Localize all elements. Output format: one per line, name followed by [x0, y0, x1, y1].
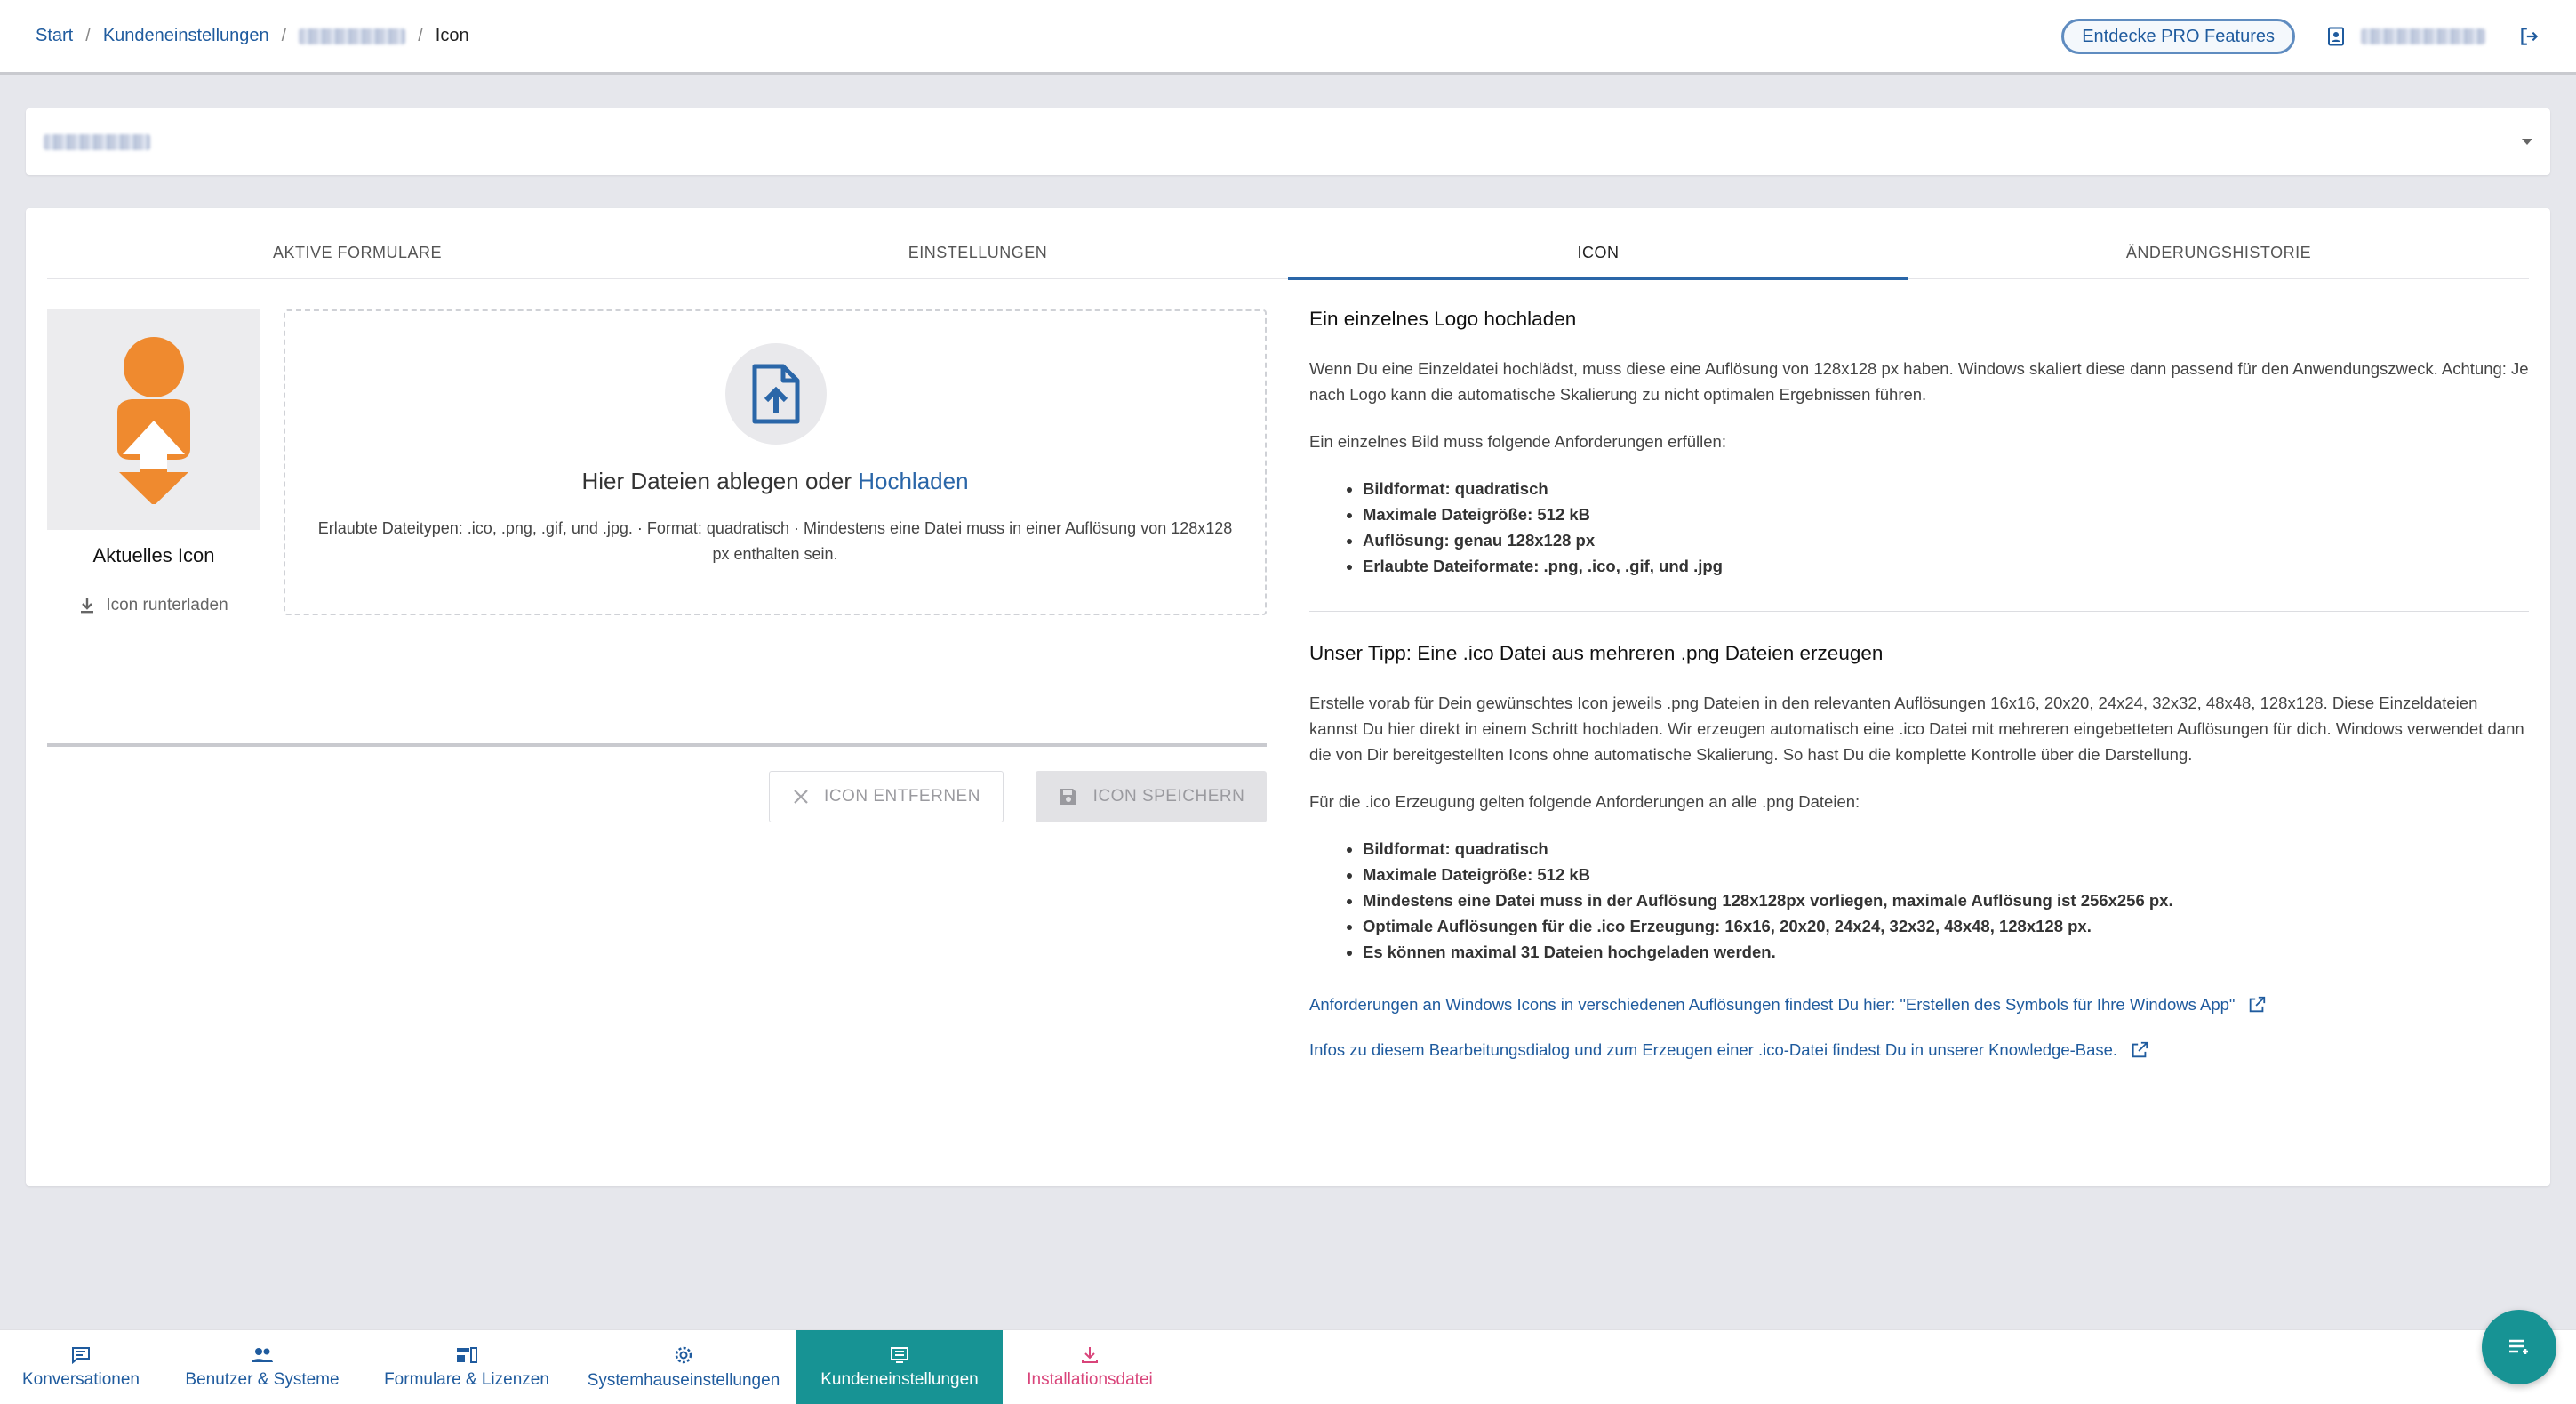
breadcrumb-separator: /: [418, 26, 423, 45]
remove-icon-button[interactable]: [769, 771, 1004, 822]
bottom-navigation: [0, 1329, 2576, 1404]
breadcrumb-customer-redacted[interactable]: [299, 28, 405, 44]
dropzone-title: [285, 468, 1265, 495]
customer-select[interactable]: [26, 108, 2550, 175]
list-item: • Bildformat: quadratisch: [1363, 476, 2529, 501]
customer-select-value-redacted: [44, 134, 150, 150]
breadcrumb-separator: /: [85, 26, 91, 45]
single-logo-text: Wenn Du eine Einzeldatei hochlädst, muss diese eine Auflösung von 128x128 px haben. Windows skaliert diese dann passend für den Anwendungszweck. Achtung: Je nach Logo kann die automatische Skalierung zu nicht optimalen Ergebnissen führen.: [1309, 359, 2529, 404]
forms-icon: [455, 1345, 478, 1365]
ico-requirements-intro: Für die .ico Erzeugung gelten folgende Anforderungen an alle .png Dateien:: [1309, 792, 1860, 811]
current-icon-preview: [47, 309, 260, 530]
nav-label: Benutzer & Systeme: [185, 1370, 340, 1389]
nav-label: Formulare & Lizenzen: [384, 1370, 549, 1389]
tab-settings[interactable]: EINSTELLUNGEN: [908, 244, 1048, 261]
nav-label: Konversationen: [21, 1370, 140, 1389]
nav-installation-file[interactable]: [1003, 1330, 1177, 1404]
user-name-redacted[interactable]: [2361, 28, 2485, 44]
list-item: • Erlaubte Dateiformate: .png, .ico, .gif, und .jpg: [1363, 553, 2529, 579]
dropzone-hint: Erlaubte Dateitypen: .ico, .png, .gif, und .jpg. · Format: quadratisch · Mindestens eine Datei muss in einer Auflösung von 128x128 px enthalten sein.: [317, 519, 1233, 563]
list-item: • Bildformat: quadratisch: [1363, 836, 2529, 862]
download-icon: [79, 597, 95, 614]
nav-label: Installationsdatei: [1027, 1370, 1153, 1389]
chat-icon: [70, 1345, 92, 1365]
dropzone-text: Hier Dateien ablegen oder: [581, 468, 852, 494]
nav-label: Systemhauseinstellungen: [587, 1371, 780, 1390]
nav-forms-licenses[interactable]: [363, 1330, 571, 1404]
nav-customer-settings[interactable]: [796, 1330, 1003, 1404]
user-profile-icon[interactable]: [2325, 26, 2347, 47]
single-logo-requirements-intro: Ein einzelnes Bild muss folgende Anforderungen erfüllen:: [1309, 432, 1726, 451]
list-item: • Es können maximal 31 Dateien hochgeladen werden.: [1363, 939, 2529, 965]
list-item: • Maximale Dateigröße: 512 kB: [1363, 501, 2529, 527]
pro-features-button[interactable]: Entdecke PRO Features: [2061, 19, 2295, 54]
single-logo-requirements: [1363, 476, 2529, 579]
ico-tip-title: Unser Tipp: Eine .ico Datei aus mehreren .png Dateien erzeugen: [1309, 642, 1884, 664]
knowledge-base-link-text: Infos zu diesem Bearbeitungsdialog und zum Erzeugen einer .ico-Datei findest Du in unserer Knowledge-Base.: [1309, 1040, 2118, 1059]
top-bar: [0, 0, 2576, 75]
chevron-down-icon: [2522, 139, 2532, 145]
nav-label: Kundeneinstellungen: [820, 1370, 979, 1389]
tab-bar: [47, 228, 2529, 279]
section-divider: [1309, 611, 2529, 612]
list-item: • Auflösung: genau 128x128 px: [1363, 527, 2529, 553]
download-icon: [1080, 1345, 1100, 1365]
current-icon-label: Aktuelles Icon: [92, 544, 215, 566]
single-logo-title: Ein einzelnes Logo hochladen: [1309, 308, 1577, 330]
save-icon-label: ICON SPEICHERN: [1092, 787, 1245, 806]
windows-icons-link[interactable]: [1309, 991, 2529, 1017]
menu-list-icon: [2506, 1336, 2532, 1358]
upload-file-icon: [749, 363, 803, 425]
breadcrumb-customer-settings[interactable]: Kundeneinstellungen: [102, 26, 269, 45]
gear-icon: [673, 1344, 694, 1366]
users-icon: [250, 1345, 275, 1365]
file-dropzone[interactable]: [284, 309, 1267, 615]
list-item: • Optimale Auflösungen für die .ico Erzeugung: 16x16, 20x20, 24x24, 32x32, 48x48, 128x128 px.: [1363, 913, 2529, 939]
divider: [47, 743, 1267, 747]
list-item: • Maximale Dateigröße: 512 kB: [1363, 862, 2529, 887]
chat-icon: [889, 1345, 910, 1365]
upload-link[interactable]: Hochladen: [858, 468, 969, 494]
close-icon: [792, 788, 810, 806]
menu-fab-button[interactable]: [2482, 1310, 2556, 1384]
breadcrumb-separator: /: [281, 26, 287, 45]
windows-icons-link-text: Anforderungen an Windows Icons in verschiedenen Auflösungen findest Du hier: "Erstellen des Symbols für Ihre Windows App": [1309, 995, 2236, 1014]
upload-file-icon-wrapper: [725, 343, 827, 445]
knowledge-base-link[interactable]: [1309, 1037, 2529, 1063]
tab-active-forms[interactable]: AKTIVE FORMULARE: [272, 244, 443, 261]
nav-system-house-settings[interactable]: [571, 1330, 796, 1404]
breadcrumb: [36, 26, 469, 46]
download-icon-link[interactable]: [47, 596, 260, 615]
logout-icon[interactable]: [2517, 25, 2540, 48]
tab-change-history[interactable]: ÄNDERUNGSHISTORIE: [2125, 244, 2312, 261]
external-link-icon: [2247, 995, 2267, 1015]
download-icon-label: Icon runterladen: [106, 596, 228, 614]
ico-requirements: [1363, 836, 2529, 965]
nav-users-systems[interactable]: [162, 1330, 363, 1404]
remove-icon-label: ICON ENTFERNEN: [824, 787, 980, 806]
breadcrumb-current: Icon: [435, 26, 469, 45]
nav-conversations[interactable]: [0, 1330, 162, 1404]
help-panel: [1309, 308, 2529, 1082]
save-icon-button[interactable]: [1036, 771, 1267, 822]
breadcrumb-start[interactable]: Start: [36, 26, 74, 45]
external-link-icon: [2130, 1040, 2149, 1060]
save-icon: [1058, 786, 1079, 807]
list-item: • Mindestens eine Datei muss in der Auflösung 128x128px vorliegen, maximale Auflösung ist 256x256 px.: [1363, 887, 2529, 913]
ico-tip-text: Erstelle vorab für Dein gewünschtes Icon jeweils .png Dateien in den relevanten Auflösungen 16x16, 20x20, 24x24, 32x32, 48x48, 128x128. Diese Einzeldateien kannst Du hier direkt in einem Schritt hochladen. Wir erzeugen automatisch eine .ico Datei mit mehreren eingebetteten Auflösungen für dich. Windows verwendet dann die von Dir bereitgestellten Icons ohne automatische Skalierung. So hast Du die komplette Kontrolle über die Darstellung.: [1309, 694, 2524, 764]
header-actions: [2061, 19, 2540, 54]
icon-settings-card: [26, 208, 2550, 1186]
tab-icon[interactable]: ICON: [1288, 228, 1908, 278]
app-logo-icon: [96, 335, 212, 504]
